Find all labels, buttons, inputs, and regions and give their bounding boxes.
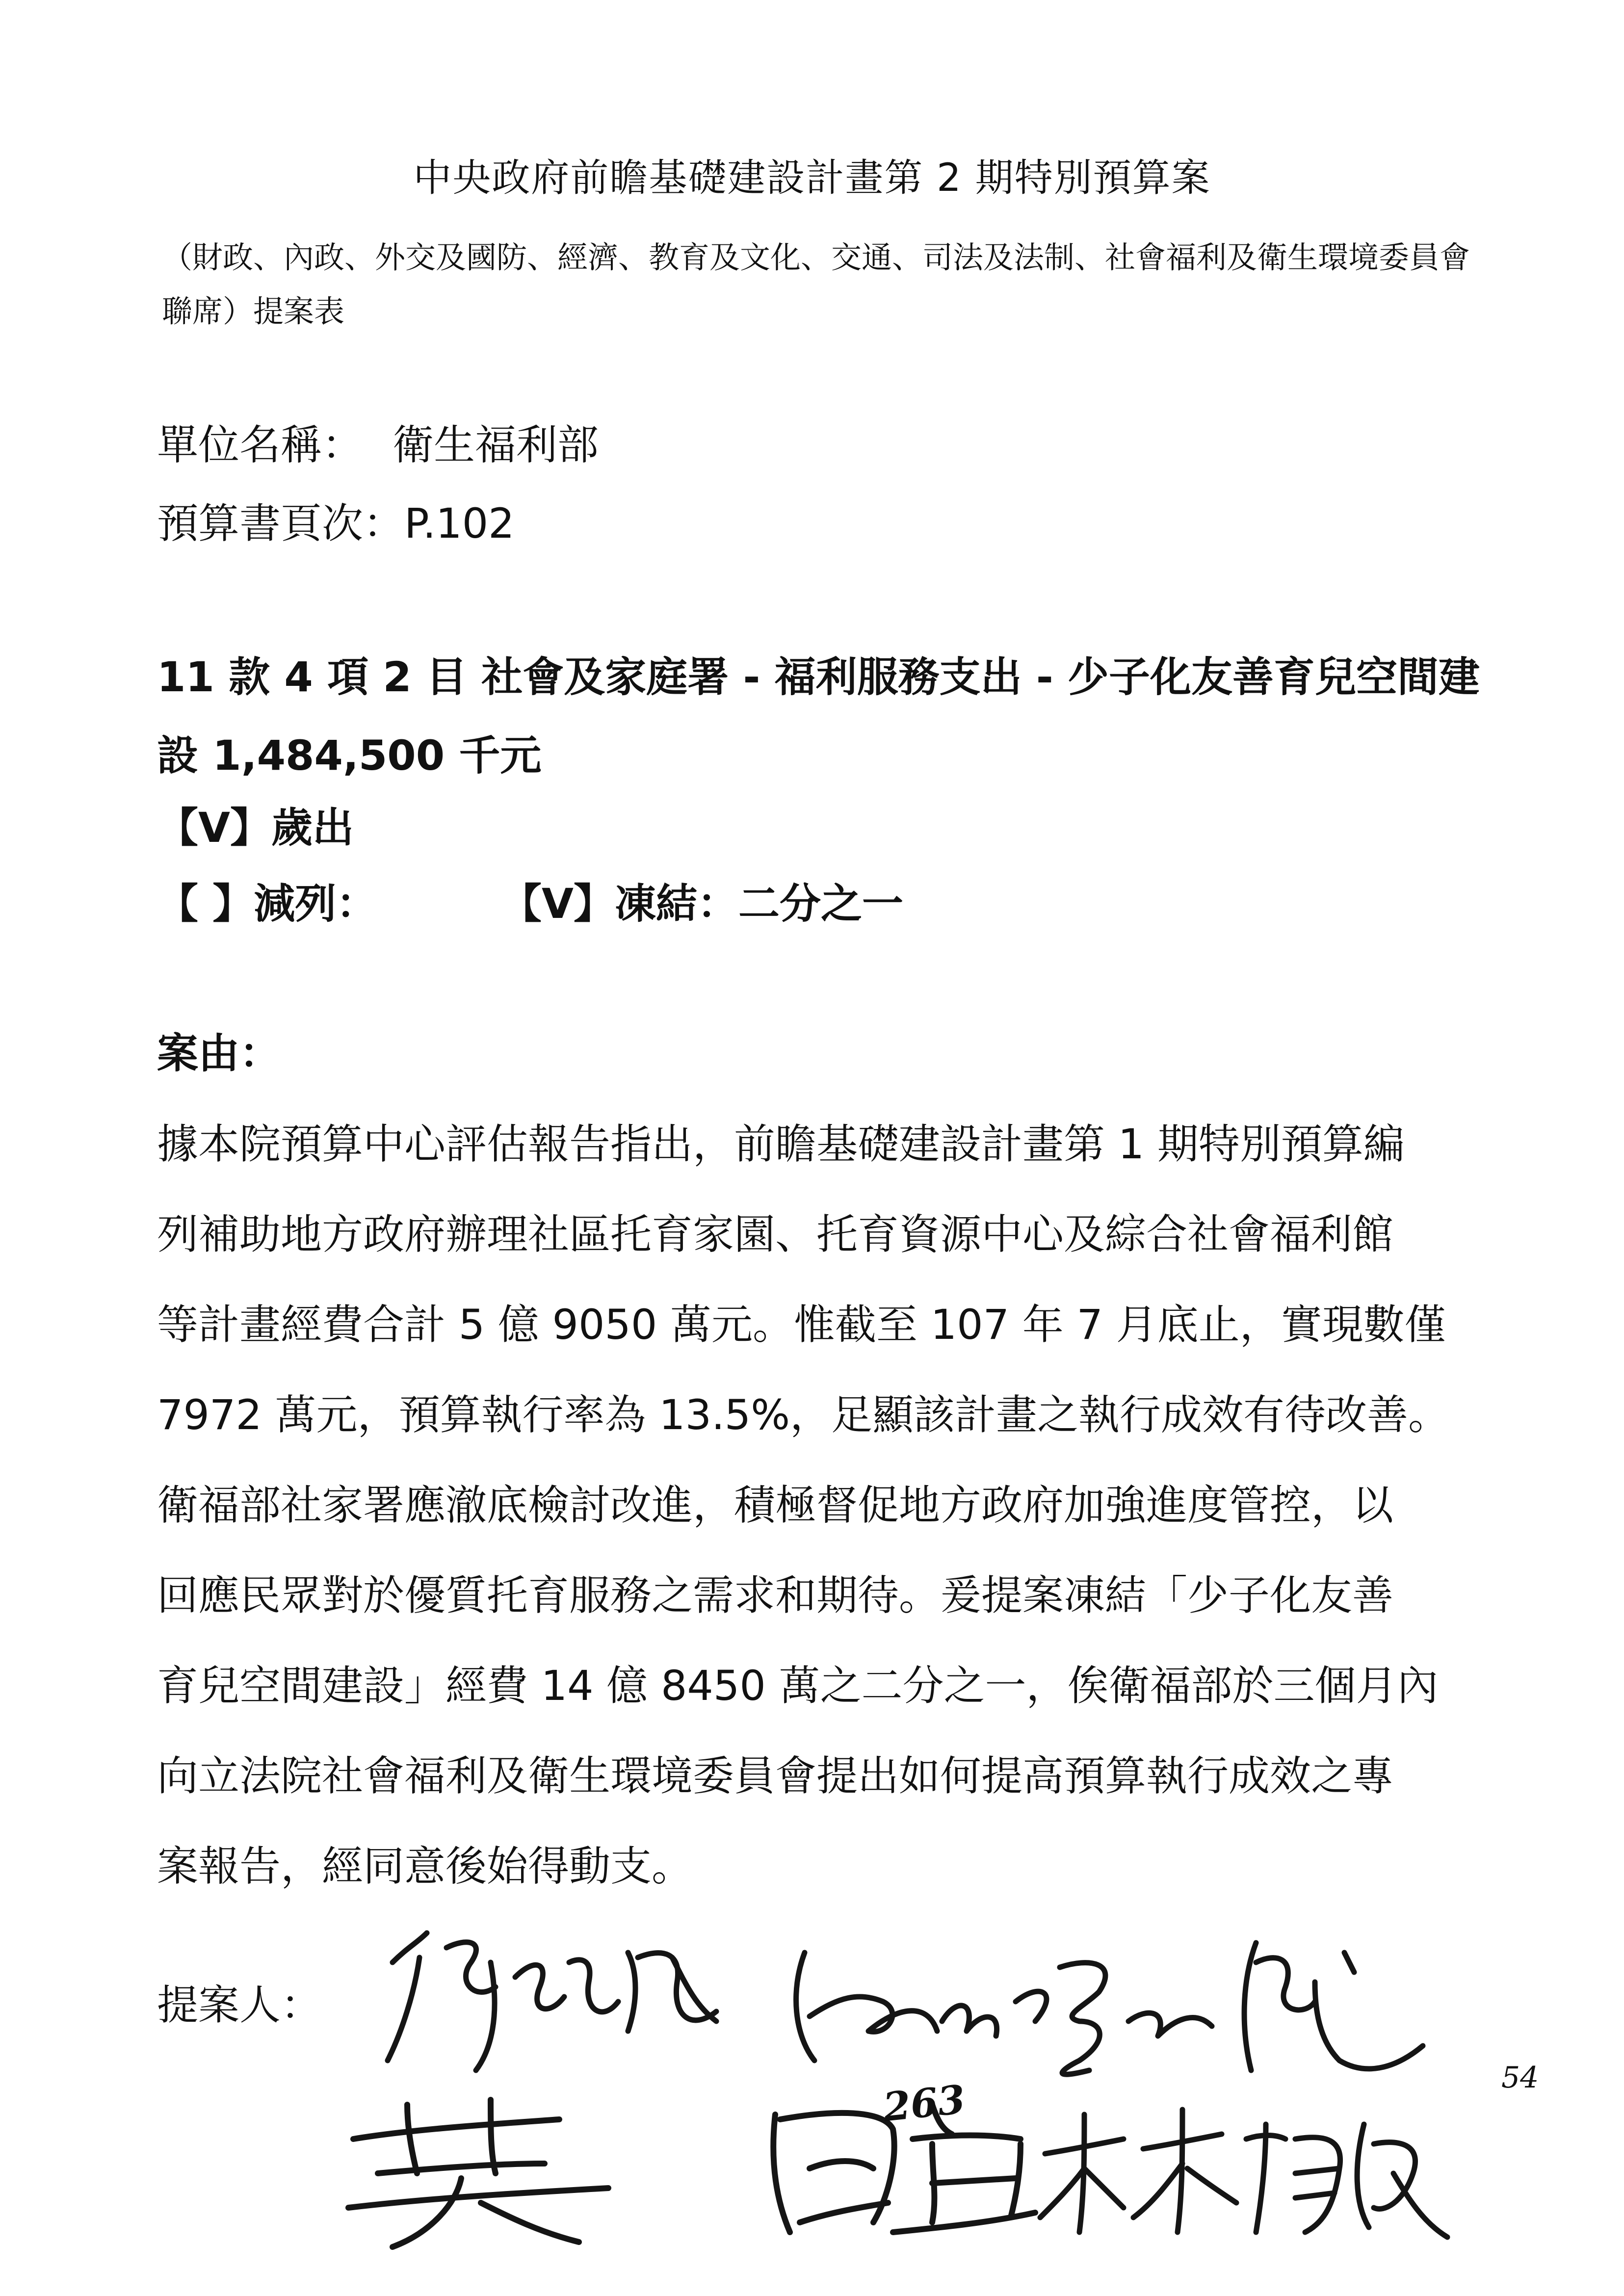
- budget-page-row: [157, 491, 515, 550]
- budget-page-label: 預算書頁次：: [157, 499, 405, 548]
- option-freeze: 【V】凍結：二分之一: [500, 880, 904, 928]
- proposer-label: 提案人：: [157, 1981, 322, 2029]
- signature-1: [373, 1904, 756, 2080]
- unit-label: 單位名稱：: [157, 421, 364, 469]
- signature-5: [1030, 2095, 1452, 2247]
- document-subtitle: （財政、內政、外交及國防、經濟、教育及文化、交通、司法及法制、社會福利及衛生環境委員會聯席）提案表: [162, 239, 1470, 329]
- reason-line: 向立法院社會福利及衛生環境委員會提出如何提高預算執行成效之專: [157, 1752, 1394, 1800]
- reason-line: 育兒空間建設」經費 14 億 8450 萬之二分之一，俟衛福部於三個月內: [157, 1662, 1439, 1710]
- reason-line: 案報告，經同意後始得動支。: [157, 1842, 693, 1890]
- option-expenditure: 【V】歲出: [157, 804, 354, 852]
- reason-line: 據本院預算中心評估報告指出，前瞻基礎建設計畫第 1 期特別預算編: [157, 1120, 1405, 1168]
- reason-line: 列補助地方政府辦理社區托育家園、托育資源中心及綜合社會福利館: [157, 1210, 1394, 1258]
- unit-name: 衛生福利部: [393, 421, 599, 469]
- signature-mark: 263: [881, 2076, 968, 2131]
- unit-row: [157, 412, 599, 471]
- signature-3: [334, 2090, 618, 2252]
- signature-mark: 54: [1501, 2061, 1539, 2095]
- budget-item-title: 11 款 4 項 2 目 社會及家庭署 - 福利服務支出 - 少子化友善育兒空間建設 1,484,500 千元: [157, 653, 1480, 780]
- reason-line: 7972 萬元，預算執行率為 13.5%，足顯該計畫之執行成效有待改善。: [157, 1391, 1450, 1439]
- reason-line: 衛福部社家署應澈底檢討改進，積極督促地方政府加強進度管控，以: [157, 1481, 1394, 1529]
- reason-body: [157, 1099, 1492, 1911]
- signature-2: [785, 1923, 1447, 2085]
- budget-page-value: P.102: [404, 499, 515, 548]
- reason-heading: 案由：: [157, 1029, 281, 1077]
- reason-line: 等計畫經費合計 5 億 9050 萬元。惟截至 107 年 7 月底止，實現數僅: [157, 1301, 1446, 1349]
- document-title: 中央政府前瞻基礎建設計畫第 2 期特別預算案: [413, 156, 1211, 200]
- reason-line: 回應民眾對於優質托育服務之需求和期待。爰提案凍結「少子化友善: [157, 1571, 1394, 1619]
- option-reduce: 【 】減列：: [157, 880, 378, 928]
- option-row: [157, 871, 904, 930]
